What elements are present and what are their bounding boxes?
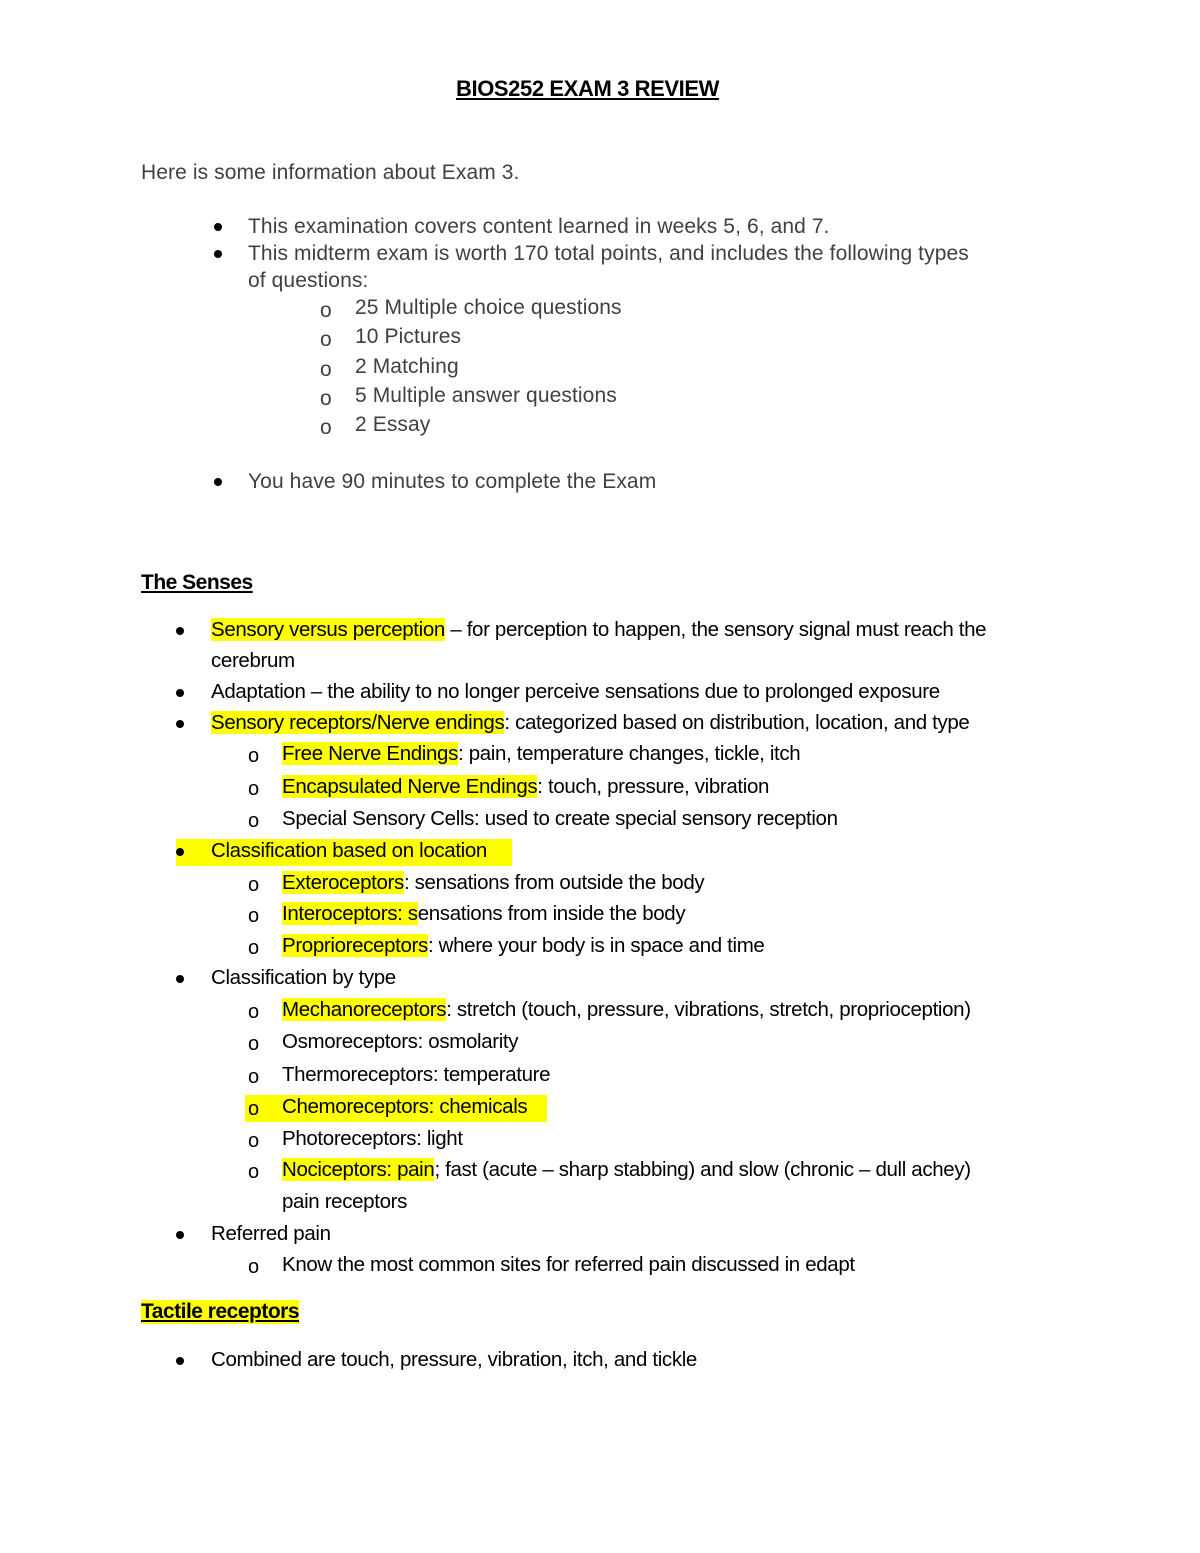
highlighted-term: Exteroceptors — [282, 871, 404, 894]
sub-bullet-icon: o — [248, 1033, 260, 1055]
bullet-icon — [176, 627, 184, 635]
bullet-icon — [214, 478, 222, 486]
sub-bullet-icon: o — [320, 387, 332, 410]
bullet-icon — [176, 975, 184, 983]
sub-bullet-icon: o — [320, 416, 332, 439]
question-type-item: 2 Essay — [355, 413, 431, 436]
sub-bullet-icon: o — [248, 1001, 260, 1023]
intro-bullet-weeks: This examination covers content learned in weeks 5, 6, and 7. — [248, 215, 830, 238]
bullet-icon — [214, 223, 222, 231]
thermoreceptors-item: Thermoreceptors: temperature — [282, 1063, 551, 1086]
intro-text: Here is some information about Exam 3. — [141, 161, 520, 184]
highlighted-term: Nociceptors: pain — [282, 1158, 435, 1181]
bullet-icon — [176, 1231, 184, 1239]
sub-bullet-icon: o — [248, 905, 260, 927]
highlighted-term: Free Nerve Endings — [282, 742, 459, 765]
sub-bullet-icon: o — [248, 1256, 260, 1278]
intro-bullet-points: This midterm exam is worth 170 total points, and includes the following types — [248, 242, 969, 265]
location-classification-heading: Classification based on location — [211, 839, 487, 862]
adaptation-item: Adaptation – the ability to no longer perceive sensations due to prolonged exposure — [211, 680, 940, 703]
mechanoreceptors-item: Mechanoreceptors: stretch (touch, pressure, vibrations, stretch, proprioception) — [282, 998, 971, 1021]
sub-bullet-icon: o — [320, 299, 332, 322]
highlighted-term: Proprioreceptors — [282, 934, 428, 957]
question-type-item: 10 Pictures — [355, 325, 462, 348]
sensory-vs-perception-cont: cerebrum — [211, 649, 295, 672]
sub-bullet-icon: o — [248, 1161, 260, 1183]
type-classification-heading: Classification by type — [211, 966, 396, 989]
highlighted-term: Sensory receptors/Nerve endings — [211, 711, 505, 734]
bullet-icon — [214, 250, 222, 258]
bullet-icon — [176, 689, 184, 697]
question-type-item: 5 Multiple answer questions — [355, 384, 617, 407]
bullet-icon — [176, 1357, 184, 1365]
chemoreceptors-item: Chemoreceptors: chemicals — [282, 1095, 528, 1118]
bullet-icon — [176, 848, 184, 856]
interoceptors-item: Interoceptors: sensations from inside the body — [282, 902, 686, 925]
sensory-receptors-item: Sensory receptors/Nerve endings: categorized based on distribution, location, and type — [211, 711, 970, 734]
senses-heading: The Senses — [141, 571, 253, 594]
photoreceptors-item: Photoreceptors: light — [282, 1127, 463, 1150]
bullet-icon — [176, 720, 184, 728]
nociceptors-item: Nociceptors: pain; fast (acute – sharp stabbing) and slow (chronic – dull achey) — [282, 1158, 971, 1181]
sub-bullet-icon: o — [248, 937, 260, 959]
sensory-vs-perception-item: Sensory versus perception – for perception to happen, the sensory signal must reach the — [211, 618, 987, 641]
sub-bullet-icon: o — [248, 745, 260, 767]
referred-pain-sub-item: Know the most common sites for referred pain discussed in edapt — [282, 1253, 855, 1276]
question-type-item: 25 Multiple choice questions — [355, 296, 622, 319]
sub-bullet-icon: o — [248, 1098, 260, 1120]
sub-bullet-icon: o — [248, 1066, 260, 1088]
encapsulated-nerve-endings-item: Encapsulated Nerve Endings: touch, pressure, vibration — [282, 775, 770, 798]
document-title: BIOS252 EXAM 3 REVIEW — [456, 76, 720, 101]
sub-bullet-icon: o — [248, 874, 260, 896]
highlighted-term: Sensory versus perception — [211, 618, 445, 641]
tactile-combined-item: Combined are touch, pressure, vibration, itch, and tickle — [211, 1348, 697, 1371]
highlighted-term: Mechanoreceptors — [282, 998, 447, 1021]
nociceptors-cont: pain receptors — [282, 1190, 408, 1213]
intro-time-note: You have 90 minutes to complete the Exam — [248, 470, 657, 493]
intro-bullet-points-cont: of questions: — [248, 269, 369, 292]
sub-bullet-icon: o — [248, 810, 260, 832]
highlighted-term: Interoceptors: s — [282, 902, 418, 925]
special-sensory-cells-item: Special Sensory Cells: used to create special sensory reception — [282, 807, 838, 830]
sub-bullet-icon: o — [248, 1130, 260, 1152]
tactile-heading: Tactile receptors — [141, 1300, 300, 1323]
highlighted-term: Encapsulated Nerve Endings — [282, 775, 538, 798]
referred-pain-item: Referred pain — [211, 1222, 331, 1245]
sub-bullet-icon: o — [320, 358, 332, 381]
proprioreceptors-item: Proprioreceptors: where your body is in space and time — [282, 934, 765, 957]
sub-bullet-icon: o — [320, 328, 332, 351]
question-type-item: 2 Matching — [355, 355, 459, 378]
osmoreceptors-item: Osmoreceptors: osmolarity — [282, 1030, 519, 1053]
sub-bullet-icon: o — [248, 778, 260, 800]
free-nerve-endings-item: Free Nerve Endings: pain, temperature changes, tickle, itch — [282, 742, 801, 765]
exteroceptors-item: Exteroceptors: sensations from outside the body — [282, 871, 705, 894]
